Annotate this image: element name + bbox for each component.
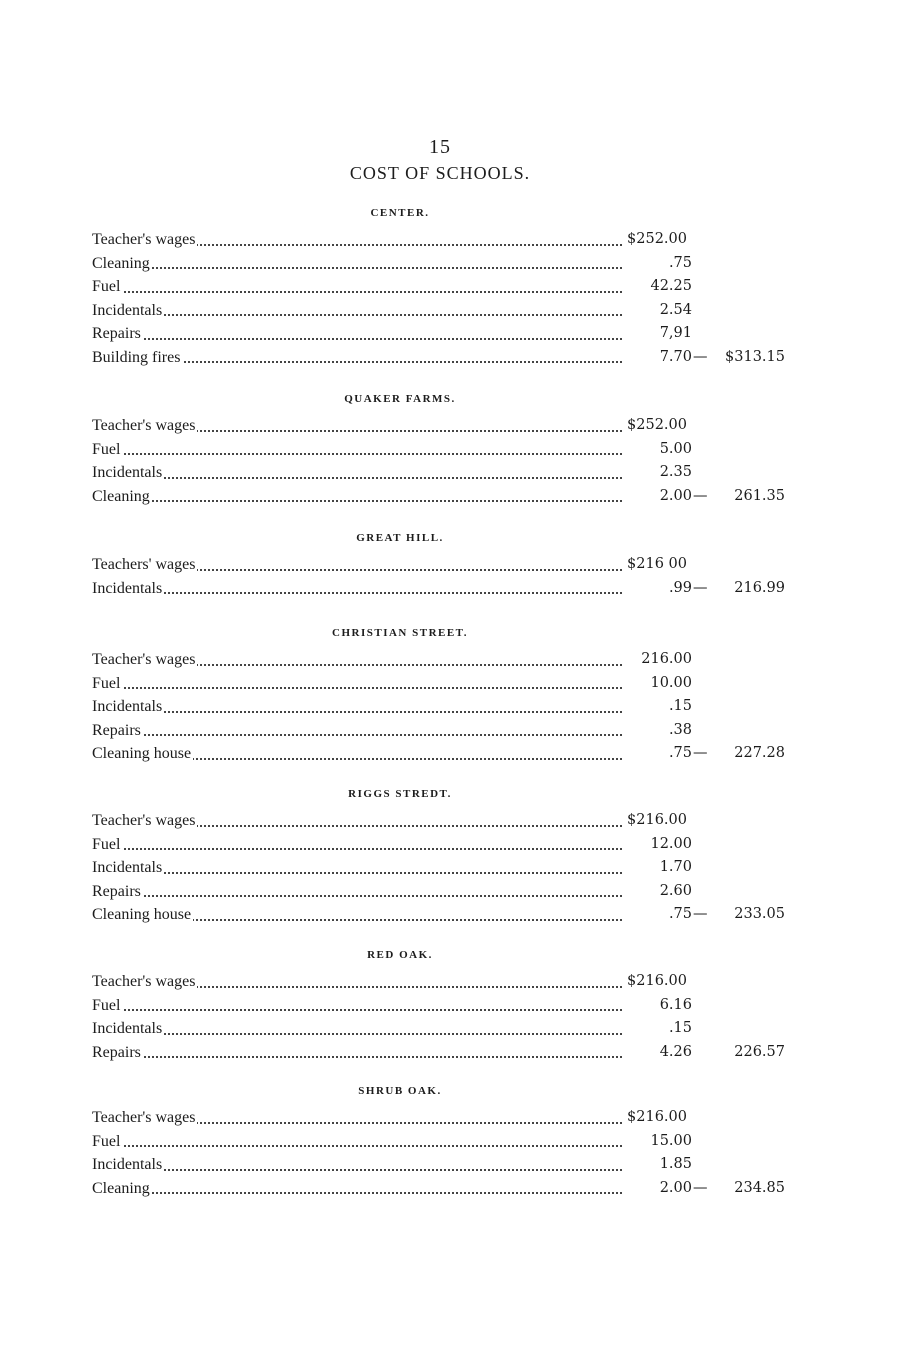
dot-leader xyxy=(92,1169,622,1171)
cost-row xyxy=(92,228,792,252)
total-dash: — xyxy=(693,1179,708,1196)
dot-leader xyxy=(92,1033,622,1035)
total-dash: — xyxy=(693,487,708,504)
cost-amount: .75 xyxy=(668,906,692,922)
cost-item-label: Cleaning house xyxy=(92,745,192,762)
dot-leader xyxy=(92,314,622,316)
cost-item xyxy=(92,322,622,346)
cost-item-label: Fuel xyxy=(92,835,121,853)
cost-amount: .75 xyxy=(668,745,692,761)
cost-amount: .15 xyxy=(668,1020,692,1036)
page-number: 15 xyxy=(429,136,451,158)
cost-item-label: Incidentals xyxy=(92,464,163,481)
cost-item xyxy=(92,1017,622,1041)
cost-item-label: Cleaning xyxy=(92,254,150,272)
cost-row xyxy=(92,970,792,994)
cost-amount: 15.00 xyxy=(650,1132,692,1149)
cost-item xyxy=(92,485,622,509)
cost-row xyxy=(92,299,792,323)
cost-item xyxy=(92,414,622,438)
cost-item xyxy=(92,672,622,696)
cost-amount: 1.70 xyxy=(659,859,692,875)
cost-amount: $216 00 xyxy=(627,556,687,572)
cost-item-label: Building fires xyxy=(92,348,181,366)
cost-item-label: Incidentals xyxy=(92,301,163,319)
cost-item-label: Incidentals xyxy=(92,1020,163,1037)
cost-amount: 216.00 xyxy=(641,651,692,667)
cost-row xyxy=(92,1153,792,1177)
cost-item-label: Teacher's wages xyxy=(92,812,196,829)
cost-item-label: Cleaning house xyxy=(92,906,192,923)
cost-amount: $252.00 xyxy=(627,231,687,247)
dot-leader xyxy=(92,848,622,850)
cost-item xyxy=(92,1153,622,1177)
total-dash: — xyxy=(693,579,708,596)
cost-row xyxy=(92,994,792,1018)
cost-item-label: Teacher's wages xyxy=(92,1109,196,1126)
dot-leader xyxy=(92,734,622,736)
cost-amount: $216.00 xyxy=(627,812,687,828)
cost-item xyxy=(92,228,622,252)
cost-amount: 2.35 xyxy=(659,464,692,480)
section-riggs-street xyxy=(92,783,792,927)
cost-row xyxy=(92,275,792,299)
cost-row xyxy=(92,346,792,370)
cost-row xyxy=(92,856,792,880)
cost-item xyxy=(92,648,622,672)
cost-amount: 1.85 xyxy=(659,1156,692,1172)
section-great-hill xyxy=(92,527,792,600)
cost-amount: 2.00 xyxy=(659,487,692,504)
cost-item xyxy=(92,719,622,743)
cost-item xyxy=(92,1041,622,1065)
cost-item-label: Repairs xyxy=(92,1043,141,1061)
dot-leader xyxy=(92,687,622,689)
section-center xyxy=(92,202,792,369)
cost-item-label: Cleaning xyxy=(92,1179,150,1197)
cost-row xyxy=(92,414,792,438)
cost-item-label: Incidentals xyxy=(92,859,163,876)
section-quaker-farms xyxy=(92,388,792,508)
cost-row xyxy=(92,719,792,743)
cost-amount: .38 xyxy=(668,721,692,738)
cost-amount: .15 xyxy=(668,698,692,714)
cost-item xyxy=(92,461,622,485)
section-heading: CENTER. xyxy=(370,207,430,219)
section-heading: CHRISTIAN STREET. xyxy=(332,627,468,639)
cost-row xyxy=(92,438,792,462)
dot-leader xyxy=(92,291,622,293)
cost-item-label: Fuel xyxy=(92,674,121,692)
cost-amount: 2.00 xyxy=(659,1179,692,1196)
cost-amount: 12.00 xyxy=(650,835,692,852)
cost-item xyxy=(92,1130,622,1154)
cost-amount: 7,91 xyxy=(659,325,692,341)
cost-item xyxy=(92,346,622,370)
cost-item xyxy=(92,275,622,299)
dot-leader xyxy=(92,267,622,269)
cost-item xyxy=(92,252,622,276)
cost-item-label: Fuel xyxy=(92,1132,121,1150)
cost-item-label: Teacher's wages xyxy=(92,973,196,990)
cost-amount: 6.16 xyxy=(659,996,692,1013)
cost-amount: .99 xyxy=(668,579,692,596)
cost-item xyxy=(92,1177,622,1201)
cost-item xyxy=(92,809,622,833)
cost-row xyxy=(92,809,792,833)
cost-row xyxy=(92,672,792,696)
cost-item xyxy=(92,856,622,880)
cost-item-label: Fuel xyxy=(92,440,121,458)
section-total: $313.15 xyxy=(725,348,785,365)
cost-amount: 10.00 xyxy=(650,674,692,691)
cost-item xyxy=(92,994,622,1018)
dot-leader xyxy=(92,1009,622,1011)
cost-row xyxy=(92,252,792,276)
cost-amount: 2.60 xyxy=(659,882,692,899)
section-heading: GREAT HILL. xyxy=(356,532,444,544)
cost-row xyxy=(92,322,792,346)
section-heading: RED OAK. xyxy=(367,949,433,961)
cost-item xyxy=(92,577,622,601)
cost-item-label: Incidentals xyxy=(92,698,163,715)
cost-item xyxy=(92,438,622,462)
cost-amount: 5.00 xyxy=(659,440,692,457)
cost-amount: 2.54 xyxy=(659,301,692,318)
cost-item-label: Incidentals xyxy=(92,579,163,597)
cost-row xyxy=(92,1017,792,1041)
total-dash: — xyxy=(693,745,708,761)
dot-leader xyxy=(92,711,622,713)
dot-leader xyxy=(92,592,622,594)
cost-item xyxy=(92,970,622,994)
cost-item-label: Incidentals xyxy=(92,1156,163,1173)
cost-row xyxy=(92,461,792,485)
cost-row xyxy=(92,833,792,857)
cost-row xyxy=(92,1130,792,1154)
dot-leader xyxy=(92,338,622,340)
cost-item-label: Cleaning xyxy=(92,487,150,505)
cost-amount: $216.00 xyxy=(627,1109,687,1125)
section-red-oak xyxy=(92,944,792,1064)
total-dash: — xyxy=(693,906,708,922)
cost-item xyxy=(92,1106,622,1130)
dot-leader xyxy=(92,453,622,455)
total-dash: — xyxy=(693,348,708,365)
dot-leader xyxy=(92,500,622,502)
cost-item xyxy=(92,833,622,857)
dot-leader xyxy=(92,1145,622,1147)
cost-amount: 7.70 xyxy=(659,348,692,365)
cost-row xyxy=(92,903,792,927)
cost-amount: 4.26 xyxy=(659,1043,692,1060)
cost-amount: $252.00 xyxy=(627,417,687,433)
section-total: 227.28 xyxy=(734,745,785,761)
dot-leader xyxy=(92,1192,622,1194)
cost-item-label: Fuel xyxy=(92,278,121,295)
dot-leader xyxy=(92,477,622,479)
cost-item-label: Teacher's wages xyxy=(92,231,196,248)
cost-item-label: Teachers' wages xyxy=(92,556,196,573)
section-heading: RIGGS STREDT. xyxy=(348,788,452,800)
cost-item-label: Teacher's wages xyxy=(92,417,196,434)
cost-row xyxy=(92,742,792,766)
section-shrub-oak xyxy=(92,1080,792,1200)
cost-row xyxy=(92,577,792,601)
section-heading: SHRUB OAK. xyxy=(358,1085,442,1097)
cost-item-label: Repairs xyxy=(92,325,141,342)
cost-item-label: Repairs xyxy=(92,882,141,900)
cost-row xyxy=(92,695,792,719)
section-total: 233.05 xyxy=(734,906,785,922)
cost-item xyxy=(92,695,622,719)
section-total: 234.85 xyxy=(734,1179,785,1196)
section-total: 261.35 xyxy=(734,487,785,504)
cost-item xyxy=(92,903,622,927)
cost-item xyxy=(92,742,622,766)
cost-amount: .75 xyxy=(668,254,692,271)
dot-leader xyxy=(92,895,622,897)
cost-item xyxy=(92,880,622,904)
cost-row xyxy=(92,1177,792,1201)
section-heading: QUAKER FARMS. xyxy=(344,393,456,405)
cost-row xyxy=(92,553,792,577)
section-total: 216.99 xyxy=(734,579,785,596)
cost-row xyxy=(92,880,792,904)
cost-amount: $216.00 xyxy=(627,973,687,989)
section-total: 226.57 xyxy=(734,1043,785,1060)
cost-item-label: Repairs xyxy=(92,721,141,739)
cost-item xyxy=(92,553,622,577)
cost-item-label: Fuel xyxy=(92,996,121,1014)
page-title: COST OF SCHOOLS. xyxy=(349,163,531,183)
cost-item-label: Teacher's wages xyxy=(92,651,196,668)
dot-leader xyxy=(92,1056,622,1058)
cost-row xyxy=(92,1041,792,1065)
dot-leader xyxy=(92,872,622,874)
section-christian-street xyxy=(92,622,792,766)
cost-row xyxy=(92,485,792,509)
cost-row xyxy=(92,1106,792,1130)
cost-item xyxy=(92,299,622,323)
cost-row xyxy=(92,648,792,672)
cost-amount: 42.25 xyxy=(650,278,692,294)
